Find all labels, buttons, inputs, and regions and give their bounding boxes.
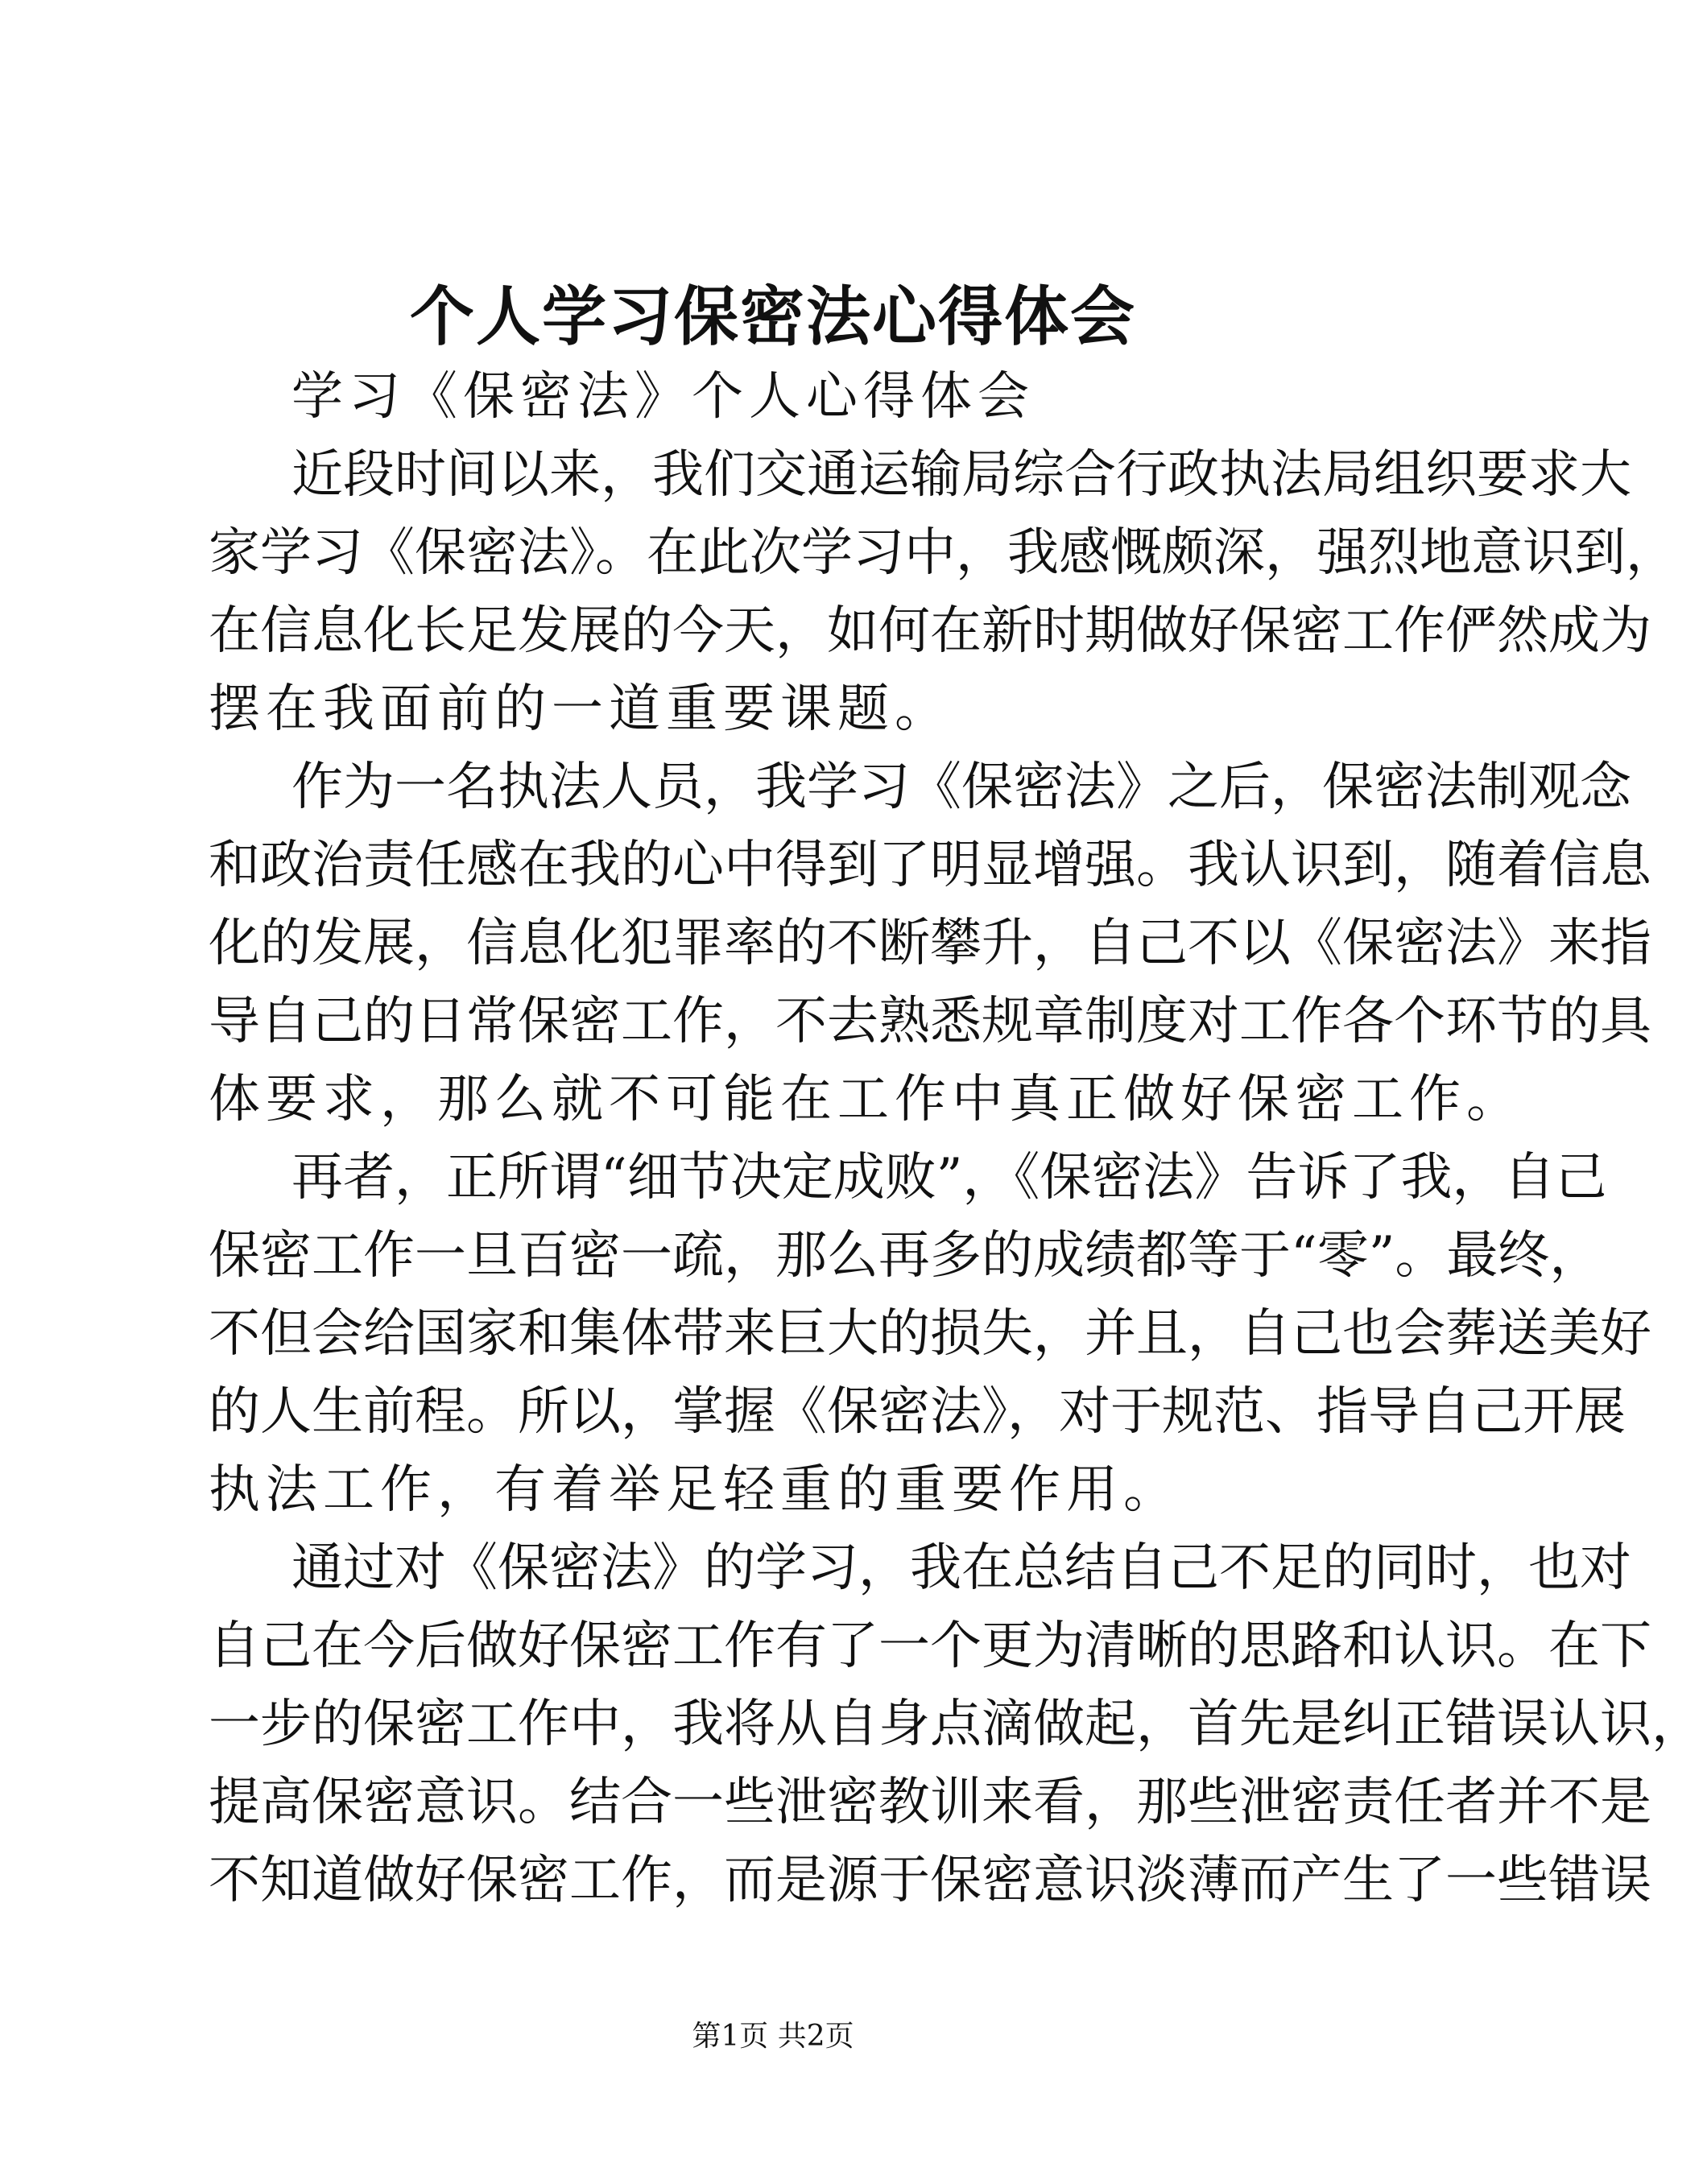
- paragraph-line: 化的发展，信息化犯罪率的不断攀升，自己不以《保密法》来指: [209, 914, 1651, 973]
- paragraph-line: 执法工作，有着举足轻重的重要作用。: [209, 1460, 1180, 1520]
- page-number-footer: 第1页 共2页: [692, 2020, 854, 2053]
- paragraph-line: 一步的保密工作中，我将从自身点滴做起，首先是纠正错误认识，: [209, 1695, 1703, 1754]
- paragraph-line: 和政治责任感在我的心中得到了明显增强。我认识到，随着信息: [209, 836, 1651, 895]
- paragraph-line: 的人生前程。所以，掌握《保密法》，对于规范、指导自己开展: [209, 1382, 1626, 1442]
- paragraph-line: 导自己的日常保密工作，不去熟悉规章制度对工作各个环节的具: [209, 992, 1651, 1051]
- document-subtitle: 学习《保密法》个人心得体会: [291, 367, 1035, 427]
- paragraph-line: 在信息化长足发展的今天，如何在新时期做好保密工作俨然成为: [209, 601, 1651, 661]
- paragraph-line: 自己在今后做好保密工作有了一个更为清晰的思路和认识。在下: [209, 1616, 1651, 1676]
- paragraph-line: 近段时间以来，我们交通运输局综合行政执法局组织要求大: [291, 445, 1631, 505]
- paragraph-line: 提高保密意识。结合一些泄密教训来看，那些泄密责任者并不是: [209, 1773, 1651, 1832]
- paragraph-line: 通过对《保密法》的学习，我在总结自己不足的同时，也对: [291, 1538, 1631, 1598]
- paragraph-line: 再者，正所谓“细节决定成败”，《保密法》告诉了我，自己: [291, 1148, 1607, 1208]
- document-title: 个人学习保密法心得体会: [410, 279, 1136, 354]
- paragraph-line: 不但会给国家和集体带来巨大的损失，并且，自己也会葬送美好: [209, 1304, 1651, 1364]
- paragraph-line: 不知道做好保密工作，而是源于保密意识淡薄而产生了一些错误: [209, 1851, 1651, 1910]
- paragraph-line: 家学习《保密法》。在此次学习中，我感慨颇深，强烈地意识到，: [209, 523, 1677, 583]
- document-body: [209, 358, 1703, 1920]
- paragraph-line: 作为一名执法人员，我学习《保密法》之后，保密法制观念: [291, 758, 1631, 817]
- paragraph-line: 体要求，那么就不可能在工作中真正做好保密工作。: [209, 1070, 1523, 1129]
- paragraph-line: 保密工作一旦百密一疏，那么再多的成绩都等于“零”。最终，: [209, 1226, 1602, 1286]
- paragraph-line: 摆在我面前的一道重要课题。: [209, 679, 952, 739]
